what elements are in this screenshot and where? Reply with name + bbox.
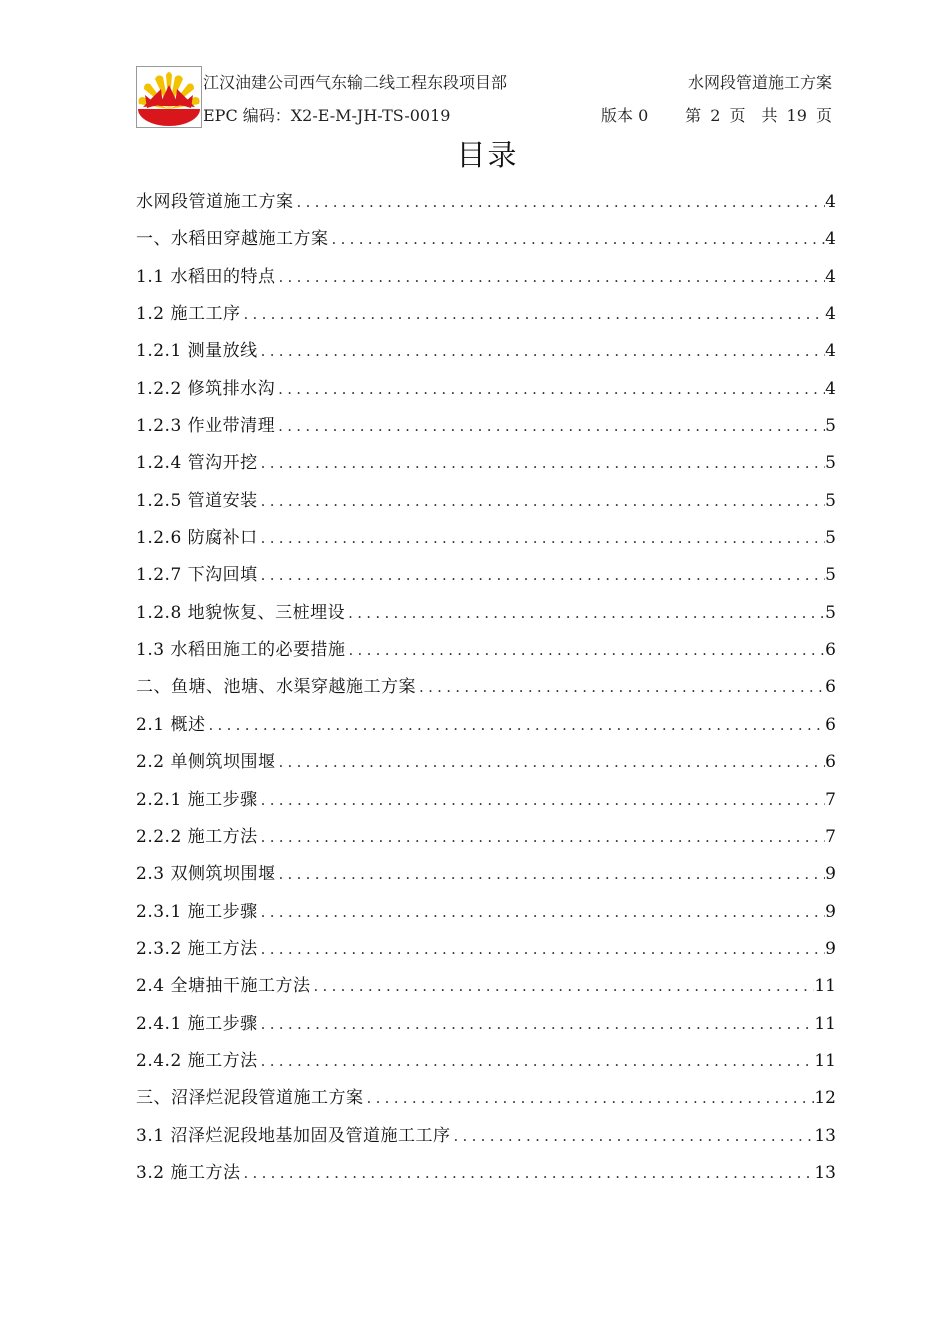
toc-leader-dots [345,641,825,659]
toc-entry-page: 12 [814,1088,836,1109]
toc-entry-page: 9 [825,938,836,959]
toc-entry-label: 一、水稻田穿越施工方案 [136,229,329,250]
toc-leader-dots [275,417,825,435]
toc-entry[interactable] [136,336,836,373]
toc-entry[interactable] [136,822,836,859]
toc-entry-label: 2.3 双侧筑坝围堰 [136,864,276,885]
toc-entry-page: 9 [825,864,836,885]
toc-leader-dots [240,305,825,323]
toc-entry-page: 13 [814,1125,836,1146]
toc-entry-label: 1.1 水稻田的特点 [136,266,276,287]
toc-entry-label: 2.3.2 施工方法 [136,938,258,959]
toc-entry[interactable] [136,262,836,299]
toc-entry-page: 11 [814,1050,836,1071]
header-version: 版本 0 [601,106,649,125]
toc-leader-dots [258,1052,815,1070]
toc-entry-page: 13 [814,1162,836,1183]
toc-entry-page: 4 [825,192,836,212]
header-page-info: 第 2 页 共 19 页 [685,106,832,125]
toc-leader-dots [258,342,826,360]
header-epc-code: EPC 编码：X2-E-M-JH-TS-0019 [203,106,451,125]
toc-entry[interactable] [136,224,836,261]
toc-entry-page: 7 [825,789,836,810]
petrochina-logo-icon [136,66,202,128]
toc-entry-label: 2.1 概述 [136,714,206,735]
toc-entry-label: 1.2.1 测量放线 [136,341,258,362]
toc-entry[interactable] [136,747,836,784]
toc-entry[interactable] [136,971,836,1008]
toc-entry-label: 1.2.3 作业带清理 [136,416,276,437]
toc-leader-dots [275,380,825,398]
toc-entry[interactable] [136,448,836,485]
toc-leader-dots [205,716,825,734]
toc-entry[interactable] [136,1121,836,1158]
toc-entry-page: 6 [825,677,836,698]
toc-leader-dots [275,865,825,883]
toc-entry[interactable] [136,560,836,597]
toc-entry-page: 5 [825,528,836,549]
toc-entry-page: 9 [825,901,836,922]
toc-entry[interactable] [136,299,836,336]
toc-leader-dots [258,940,826,958]
toc-leader-dots [275,753,825,771]
toc-leader-dots [258,454,826,472]
toc-entry-label: 3.2 施工方法 [136,1162,241,1183]
toc-entry-label: 1.2.2 修筑排水沟 [136,378,276,399]
toc-entry[interactable] [136,187,836,224]
toc-entry[interactable] [136,486,836,523]
toc-entry-label: 1.2.6 防腐补口 [136,528,258,549]
toc-entry-label: 2.4 全塘抽干施工方法 [136,976,311,997]
toc-entry-label: 三、沼泽烂泥段管道施工方案 [136,1088,364,1109]
toc-entry[interactable] [136,1158,836,1195]
toc-entry[interactable] [136,411,836,448]
toc-entry[interactable] [136,897,836,934]
toc-entry-label: 二、鱼塘、池塘、水渠穿越施工方案 [136,677,416,698]
toc-entry[interactable] [136,635,836,672]
toc-leader-dots [258,791,826,809]
toc-entry[interactable] [136,374,836,411]
toc-leader-dots [310,977,814,995]
toc-entry-page: 4 [825,378,836,399]
toc-entry-page: 5 [825,416,836,437]
page-header [136,66,836,128]
toc-entry-page: 6 [825,752,836,773]
toc-leader-dots [258,566,826,584]
toc-entry-label: 水网段管道施工方案 [136,192,294,212]
toc-entry-label: 1.3 水稻田施工的必要措施 [136,640,346,661]
toc-leader-dots [258,492,826,510]
toc-entry[interactable] [136,1083,836,1120]
toc-leader-dots [345,604,825,622]
header-doc-title: 水网段管道施工方案 [687,73,832,92]
toc-entry-page: 5 [825,490,836,511]
toc-entry[interactable] [136,672,836,709]
toc-entry[interactable] [136,523,836,560]
toc-entry-page: 6 [825,714,836,735]
header-company: 江汉油建公司西气东输二线工程东段项目部 [203,73,508,92]
toc-leader-dots [329,230,826,248]
toc-leader-dots [258,828,826,846]
toc-entry[interactable] [136,598,836,635]
toc-entry-page: 5 [825,602,836,623]
toc-entry-page: 5 [825,453,836,474]
toc-leader-dots [258,529,826,547]
toc-leader-dots [258,1015,815,1033]
toc-leader-dots [240,1164,814,1182]
toc-entry[interactable] [136,859,836,896]
toc-title: 目录 [456,138,519,172]
toc-leader-dots [258,903,826,921]
toc-entry-page: 6 [825,640,836,661]
toc-entry-page: 4 [825,229,836,250]
toc-entry-label: 1.2 施工工序 [136,304,241,325]
toc-entry-page: 5 [825,565,836,586]
toc-entry-label: 1.2.8 地貌恢复、三桩埋设 [136,602,346,623]
toc-leader-dots [275,268,825,286]
toc-entry-label: 2.3.1 施工步骤 [136,901,258,922]
toc-entry-label: 2.4.1 施工步骤 [136,1013,258,1034]
toc-entry-page: 7 [825,826,836,847]
toc-entry-label: 3.1 沼泽烂泥段地基加固及管道施工工序 [136,1125,451,1146]
toc-entry-label: 2.2.1 施工步骤 [136,789,258,810]
toc-leader-dots [364,1089,815,1107]
toc-entry[interactable] [136,1009,836,1046]
toc-entry[interactable] [136,1046,836,1083]
toc-entry-page: 11 [814,976,836,997]
toc-entry-page: 4 [825,341,836,362]
toc-entry-label: 1.2.4 管沟开挖 [136,453,258,474]
toc-entry[interactable] [136,710,836,747]
toc-leader-dots [450,1127,814,1145]
toc-entry[interactable] [136,785,836,822]
toc-leader-dots [416,678,825,696]
toc-entry[interactable] [136,934,836,971]
toc-leader-dots [294,193,826,211]
toc-entry-label: 2.2.2 施工方法 [136,826,258,847]
table-of-contents [136,187,836,1195]
toc-entry-label: 2.4.2 施工方法 [136,1050,258,1071]
toc-entry-page: 4 [825,304,836,325]
toc-entry-page: 11 [814,1013,836,1034]
toc-entry-label: 1.2.7 下沟回填 [136,565,258,586]
toc-entry-page: 4 [825,266,836,287]
toc-entry-label: 2.2 单侧筑坝围堰 [136,752,276,773]
toc-entry-label: 1.2.5 管道安装 [136,490,258,511]
